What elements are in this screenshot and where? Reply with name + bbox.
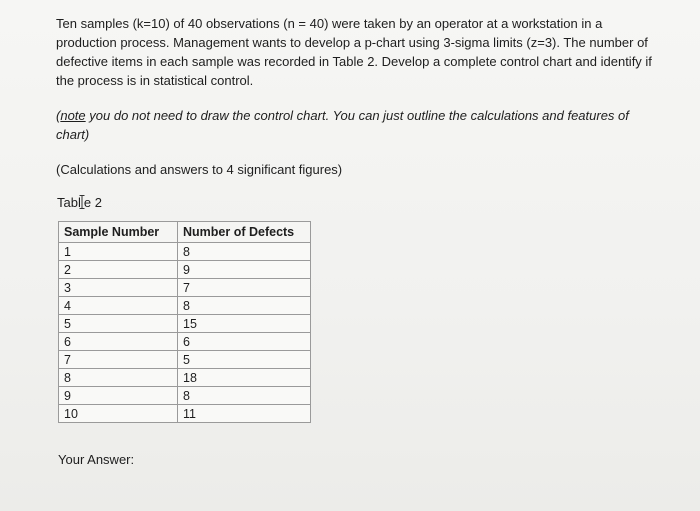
table-row (59, 261, 311, 279)
table-caption-end: e 2 (83, 195, 102, 210)
cell-sample: 8 (59, 369, 178, 387)
note-text (56, 106, 656, 144)
table-row (59, 243, 311, 261)
table-row (59, 351, 311, 369)
question-text: Ten samples (k=10) of 40 observations (n = 40) were taken by an operator at a workstation in a production process. Management wants to develop a p-chart using 3-sigma limits (z=3). The number of defective items in each sample was recorded in Table 2. Develop a complete control chart and identify if the process is in statistical control. (56, 16, 652, 88)
cell-defects: 8 (178, 387, 311, 405)
header-number-of-defects: Number of Defects (178, 222, 311, 243)
table-row (59, 279, 311, 297)
cell-defects: 5 (178, 351, 311, 369)
note-rest: you do not need to draw the control chart. You can just outline the calculations and features of chart) (56, 108, 629, 142)
note-open-paren: ( (56, 108, 61, 123)
instruction-text: (Calculations and answers to 4 significant figures) (56, 162, 343, 177)
table-caption-start: Tabl (57, 195, 81, 210)
cell-defects: 18 (178, 369, 311, 387)
cell-sample: 2 (59, 261, 178, 279)
table-row (59, 405, 311, 423)
cell-defects: 8 (178, 297, 311, 315)
table-row (59, 333, 311, 351)
your-answer-label: Your Answer: (58, 452, 135, 467)
cell-defects: 8 (178, 243, 311, 261)
table-row (59, 315, 311, 333)
cell-sample: 5 (59, 315, 178, 333)
cell-sample: 6 (59, 333, 178, 351)
cell-sample: 3 (59, 279, 178, 297)
table-row (59, 387, 311, 405)
cell-defects: 7 (178, 279, 311, 297)
cell-sample: 7 (59, 351, 178, 369)
cell-sample: 4 (59, 297, 178, 315)
cell-sample: 10 (59, 405, 178, 423)
defects-table (58, 221, 311, 423)
cell-sample: 9 (59, 387, 178, 405)
table-row (59, 369, 311, 387)
cell-defects: 6 (178, 333, 311, 351)
cell-defects: 11 (178, 405, 311, 423)
cell-defects: 9 (178, 261, 311, 279)
header-sample-number: Sample Number (59, 222, 178, 243)
cell-sample: 1 (59, 243, 178, 261)
text-cursor-icon (79, 195, 85, 209)
note-word: note (60, 108, 86, 123)
cell-defects: 15 (178, 315, 311, 333)
table-caption (57, 193, 102, 210)
table-row (59, 297, 311, 315)
table-header-row (59, 222, 311, 243)
